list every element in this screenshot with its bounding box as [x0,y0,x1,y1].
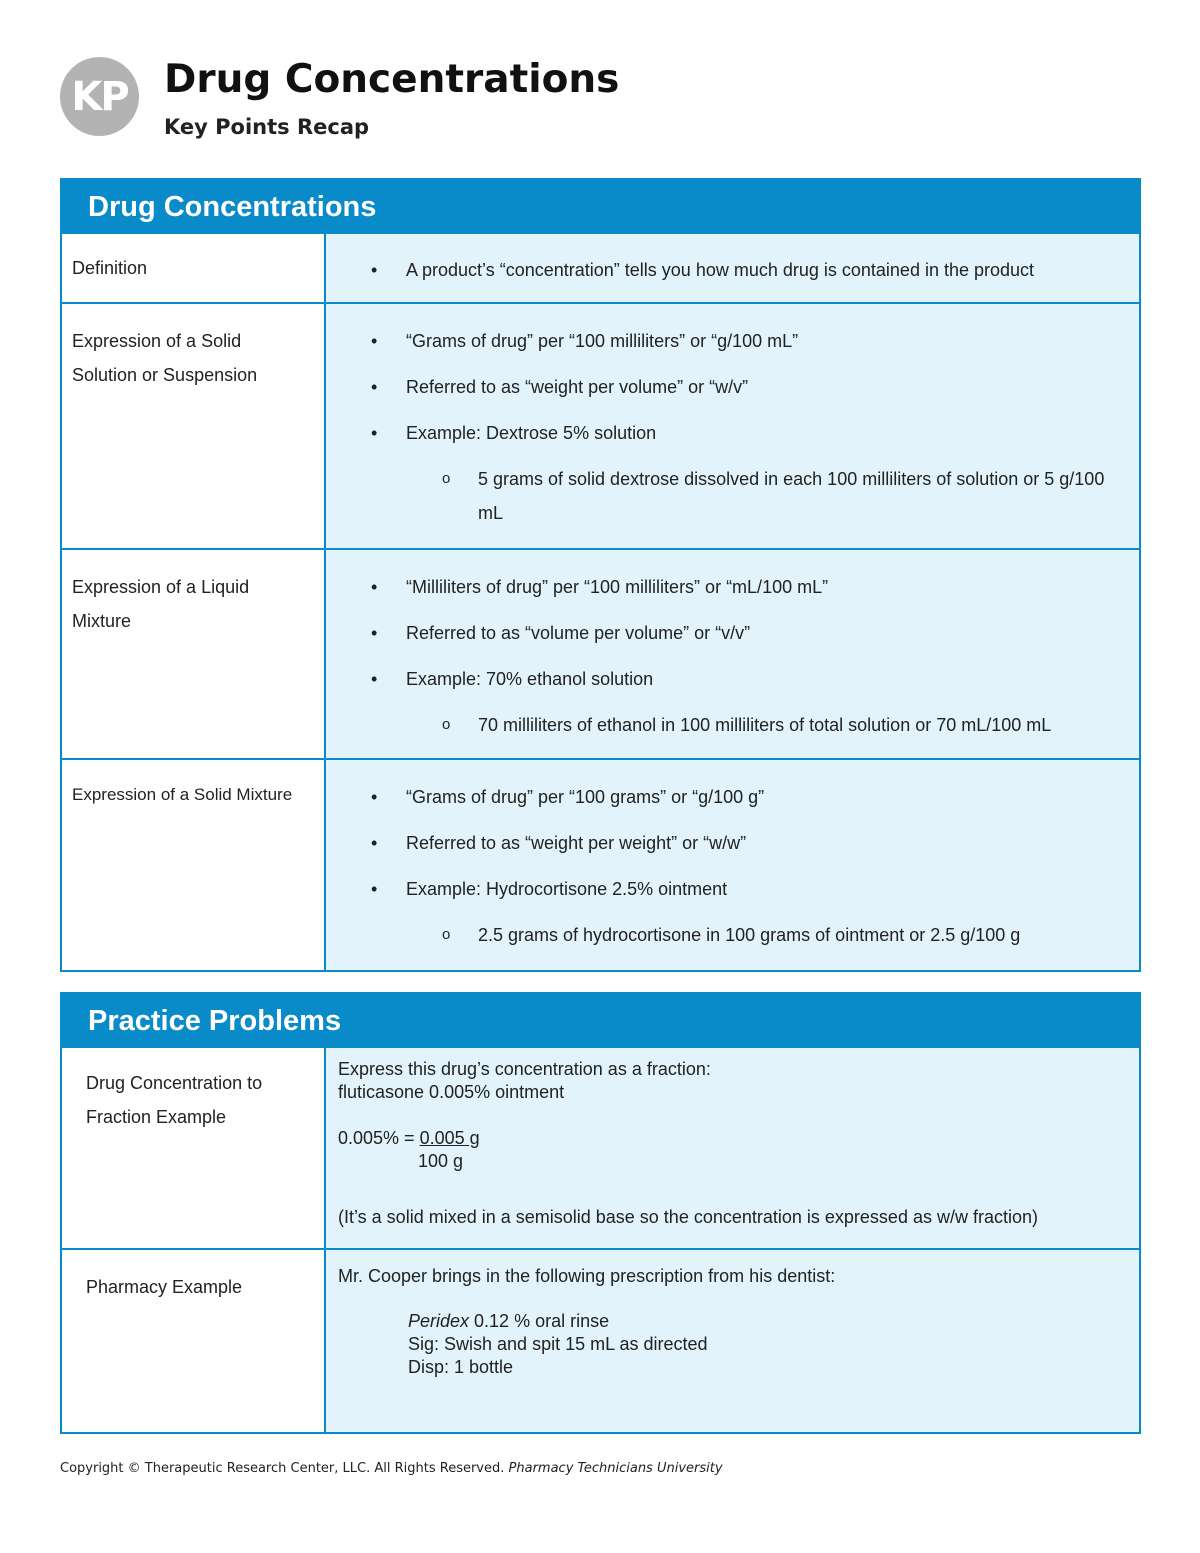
prescription-disp: Disp: 1 bottle [408,1357,514,1377]
drug-name: Peridex [408,1311,470,1331]
footer-copyright [60,1461,723,1476]
row-content [326,1250,1139,1432]
row-label: Expression of a Solid Solution or Suspension [62,304,326,548]
prescription-intro: Mr. Cooper brings in the following prescription from his dentist: [338,1266,836,1286]
page-title: Drug Concentrations [164,57,620,102]
row-label: Definition [62,234,326,302]
drug-concentrations-table [60,178,1141,972]
drug-strength: 0.12 % oral rinse [469,1311,610,1331]
fraction-numerator: 0.005 g [419,1128,480,1148]
equation-lhs: 0.005% = [338,1128,420,1148]
bullet-item: • A product’s “concentration” tells you how much drug is contained in the product [326,253,1119,287]
bullet-item: • Example: Dextrose 5% solution [326,416,1119,450]
sub-bullet-item: o 70 milliliters of ethanol in 100 milliliters of total solution or 70 mL/100 mL [326,708,1119,742]
copyright-text: Copyright © Therapeutic Research Center, LLC. All Rights Reserved. [60,1461,509,1476]
problem-prompt: Express this drug’s concentration as a fraction: [338,1059,711,1079]
bullet-item: • “Milliliters of drug” per “100 milliliters” or “mL/100 mL” [326,570,1119,604]
prescription-sig: Sig: Swish and spit 15 mL as directed [408,1334,708,1354]
table-row-fraction-example [62,1046,1139,1248]
bullet-item: • Referred to as “weight per volume” or “w/v” [326,370,1119,404]
bullet-item: • Example: Hydrocortisone 2.5% ointment [326,872,1119,906]
problem-note: (It’s a solid mixed in a semisolid base so the concentration is expressed as w/w fraction) [338,1207,1038,1227]
kp-logo: KP [60,57,139,136]
table-row-liquid-mixture [62,548,1139,758]
practice-problems-table [60,992,1141,1434]
section-heading: Drug Concentrations [62,180,1139,232]
program-name: Pharmacy Technicians University [508,1461,723,1476]
row-label: Drug Concentration to Fraction Example [62,1048,326,1248]
prescription-drug [326,1310,1119,1333]
table-row-solid-mixture [62,758,1139,970]
row-content [326,550,1139,758]
row-label: Expression of a Liquid Mixture [62,550,326,758]
problem-drug: fluticasone 0.005% ointment [338,1082,565,1102]
page-subtitle: Key Points Recap [164,115,370,139]
bullet-item: • Example: 70% ethanol solution [326,662,1119,696]
bullet-item: • “Grams of drug” per “100 grams” or “g/100 g” [326,780,1119,814]
table-row-solid-solution [62,302,1139,548]
table-row-pharmacy-example [62,1248,1139,1432]
sub-bullet-item: o 5 grams of solid dextrose dissolved in each 100 milliliters of solution or 5 g/100 mL [326,462,1119,530]
sub-bullet-item: o 2.5 grams of hydrocortisone in 100 grams of ointment or 2.5 g/100 g [326,918,1119,952]
section-heading: Practice Problems [62,994,1139,1046]
row-label: Expression of a Solid Mixture [62,760,326,970]
fraction-equation [326,1127,1119,1150]
bullet-item: • “Grams of drug” per “100 milliliters” or “g/100 mL” [326,324,1119,358]
bullet-item: • Referred to as “weight per weight” or “w/w” [326,826,1119,860]
row-label: Pharmacy Example [62,1250,326,1432]
fraction-denominator: 100 g [418,1151,464,1171]
row-content [326,304,1139,548]
table-row-definition [62,232,1139,302]
bullet-item: • Referred to as “volume per volume” or “v/v” [326,616,1119,650]
row-content [326,234,1139,302]
row-content [326,760,1139,970]
row-content [326,1048,1139,1248]
